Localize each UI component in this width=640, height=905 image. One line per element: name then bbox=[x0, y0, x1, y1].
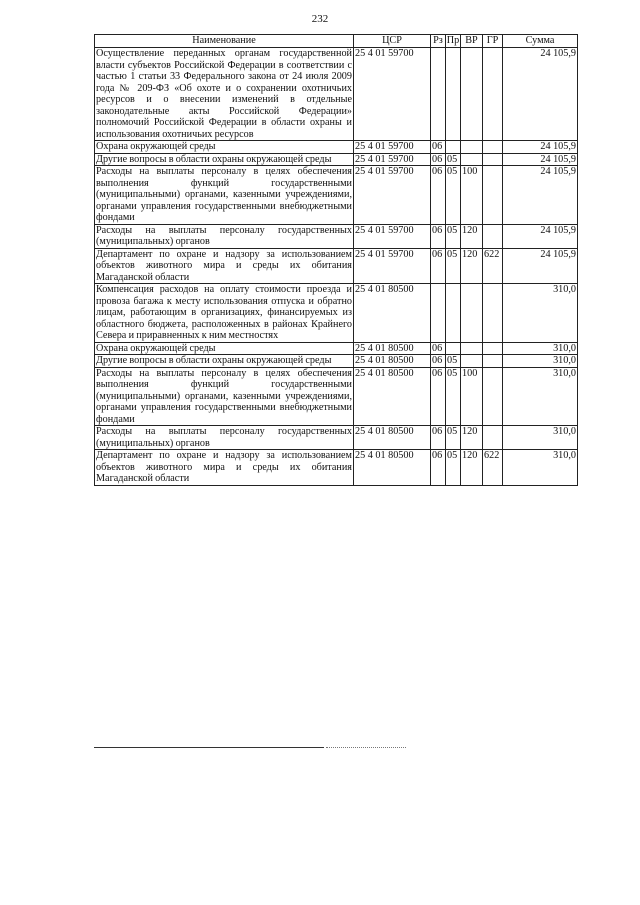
cell-vr bbox=[461, 153, 483, 166]
cell-rz: 06 bbox=[431, 426, 446, 450]
cell-vr: 120 bbox=[461, 450, 483, 486]
cell-gr bbox=[483, 153, 503, 166]
cell-rz: 06 bbox=[431, 141, 446, 154]
table-row bbox=[95, 166, 578, 225]
cell-rz bbox=[431, 284, 446, 343]
budget-table bbox=[94, 34, 578, 486]
cell-pr: 05 bbox=[446, 166, 461, 225]
cell-gr bbox=[483, 426, 503, 450]
cell-vr: 100 bbox=[461, 166, 483, 225]
cell-name: Другие вопросы в области охраны окружающей среды bbox=[95, 153, 354, 166]
cell-vr bbox=[461, 355, 483, 368]
cell-name: Компенсация расходов на оплату стоимости проезда и провоза багажа к месту использования отпуска и обратно лицам, работающим в организациях, финансируемых из областного бюджета, расположенных в районах Крайнего Севера и приравненных к ним местностях bbox=[96, 284, 352, 341]
cell-sum: 310,0 bbox=[503, 284, 578, 343]
cell-pr bbox=[446, 342, 461, 355]
cell-sum: 310,0 bbox=[503, 342, 578, 355]
header-vr: ВР bbox=[461, 35, 483, 48]
cell-pr: 05 bbox=[446, 224, 461, 248]
table-header bbox=[95, 35, 578, 48]
cell-pr bbox=[446, 284, 461, 343]
cell-rz: 06 bbox=[431, 166, 446, 225]
cell-sum: 24 105,9 bbox=[503, 141, 578, 154]
cell-vr bbox=[461, 342, 483, 355]
header-csr: ЦСР bbox=[354, 35, 431, 48]
table-row bbox=[95, 153, 578, 166]
cell-name: Расходы на выплаты персоналу в целях обеспечения выполнения функций государственными (муниципальными) органами, казенными учреждениями, органами управления государственными внебюджетными фондами bbox=[96, 367, 352, 425]
table-row bbox=[95, 450, 578, 486]
table-row bbox=[95, 224, 578, 248]
cell-gr bbox=[483, 224, 503, 248]
cell-csr: 25 4 01 80500 bbox=[354, 355, 431, 368]
cell-rz: 06 bbox=[431, 367, 446, 426]
cell-rz: 06 bbox=[431, 224, 446, 248]
table-row bbox=[95, 248, 578, 284]
cell-pr: 05 bbox=[446, 426, 461, 450]
table-row bbox=[95, 355, 578, 368]
header-pr: Пр bbox=[446, 35, 460, 46]
cell-gr bbox=[483, 342, 503, 355]
cell-name: Расходы на выплаты персоналу государственных (муниципальных) органов bbox=[96, 426, 352, 449]
cell-vr bbox=[461, 284, 483, 343]
cell-gr bbox=[483, 166, 503, 225]
cell-gr bbox=[483, 141, 503, 154]
cell-csr: 25 4 01 80500 bbox=[354, 284, 431, 343]
cell-pr: 05 bbox=[446, 355, 461, 368]
cell-name: Осуществление переданных органам государственной власти субъектов Российской Федерации в соответствии с частью 1 статьи 33 Федерального закона от 24 июля 2009 года № 209-ФЗ «Об охоте и о сохранении охотничьих ресурсов и о внесении изменений в отдельные законодательные акты Российской Федерации» полномочий Российской Федерации в области охраны и использования охотничьих ресурсов bbox=[96, 48, 352, 140]
table-row bbox=[95, 141, 578, 154]
header-sum: Сумма bbox=[503, 35, 578, 48]
cell-rz bbox=[431, 48, 446, 141]
cell-vr: 100 bbox=[461, 367, 483, 426]
cell-gr bbox=[483, 367, 503, 426]
cell-pr: 05 bbox=[446, 248, 461, 284]
cell-rz: 06 bbox=[431, 342, 446, 355]
cell-gr: 622 bbox=[483, 450, 503, 486]
cell-sum: 310,0 bbox=[503, 367, 578, 426]
cell-vr: 120 bbox=[461, 426, 483, 450]
cell-csr: 25 4 01 59700 bbox=[354, 248, 431, 284]
cell-pr: 05 bbox=[446, 367, 461, 426]
cell-rz: 06 bbox=[431, 248, 446, 284]
cell-csr: 25 4 01 80500 bbox=[354, 342, 431, 355]
cell-gr bbox=[483, 355, 503, 368]
cell-pr bbox=[446, 48, 461, 141]
cell-name: Расходы на выплаты персоналу в целях обеспечения выполнения функций государственными (муниципальными) органами, казенными учреждениями, органами управления государственными внебюджетными фондами bbox=[96, 166, 352, 223]
cell-name: Другие вопросы в области охраны окружающей среды bbox=[95, 355, 354, 368]
cell-csr: 25 4 01 59700 bbox=[354, 153, 431, 166]
cell-gr bbox=[483, 284, 503, 343]
cell-sum: 24 105,9 bbox=[503, 166, 578, 225]
cell-gr bbox=[483, 48, 503, 141]
header-name: Наименование bbox=[95, 35, 354, 48]
cell-rz: 06 bbox=[431, 450, 446, 486]
cell-csr: 25 4 01 80500 bbox=[354, 367, 431, 426]
table-row bbox=[95, 284, 578, 343]
cell-pr bbox=[446, 141, 461, 154]
cell-csr: 25 4 01 59700 bbox=[354, 224, 431, 248]
cell-csr: 25 4 01 59700 bbox=[354, 141, 431, 154]
header-gr: ГР bbox=[483, 35, 503, 48]
cell-vr: 120 bbox=[461, 248, 483, 284]
cell-rz: 06 bbox=[431, 153, 446, 166]
cell-vr bbox=[461, 141, 483, 154]
table-row bbox=[95, 426, 578, 450]
cell-sum: 24 105,9 bbox=[503, 224, 578, 248]
cell-gr: 622 bbox=[483, 248, 503, 284]
cell-vr: 120 bbox=[461, 224, 483, 248]
footer-divider bbox=[94, 747, 324, 748]
cell-csr: 25 4 01 59700 bbox=[354, 48, 431, 141]
cell-csr: 25 4 01 80500 bbox=[354, 450, 431, 486]
cell-name: Охрана окружающей среды bbox=[95, 141, 354, 154]
cell-sum: 310,0 bbox=[503, 450, 578, 486]
cell-sum: 310,0 bbox=[503, 426, 578, 450]
cell-vr bbox=[461, 48, 483, 141]
cell-name: Департамент по охране и надзору за использованием объектов животного мира и среды их обитания Магаданской области bbox=[96, 248, 352, 283]
cell-sum: 24 105,9 bbox=[503, 48, 578, 141]
cell-csr: 25 4 01 59700 bbox=[354, 166, 431, 225]
cell-pr: 05 bbox=[446, 450, 461, 486]
cell-name: Охрана окружающей среды bbox=[95, 342, 354, 355]
table-row bbox=[95, 342, 578, 355]
cell-pr: 05 bbox=[446, 153, 461, 166]
cell-name: Департамент по охране и надзору за использованием объектов животного мира и среды их обитания Магаданской области bbox=[96, 450, 352, 484]
table-row bbox=[95, 367, 578, 426]
cell-sum: 310,0 bbox=[503, 355, 578, 368]
cell-csr: 25 4 01 80500 bbox=[354, 426, 431, 450]
cell-sum: 24 105,9 bbox=[503, 153, 578, 166]
table-row bbox=[95, 48, 578, 141]
table-body bbox=[95, 48, 578, 486]
cell-name: Расходы на выплаты персоналу государственных (муниципальных) органов bbox=[96, 224, 352, 247]
cell-sum: 24 105,9 bbox=[503, 248, 578, 284]
page-number: 232 bbox=[311, 13, 329, 25]
header-row bbox=[95, 35, 578, 48]
header-rz: Рз bbox=[431, 35, 446, 48]
cell-rz: 06 bbox=[431, 355, 446, 368]
